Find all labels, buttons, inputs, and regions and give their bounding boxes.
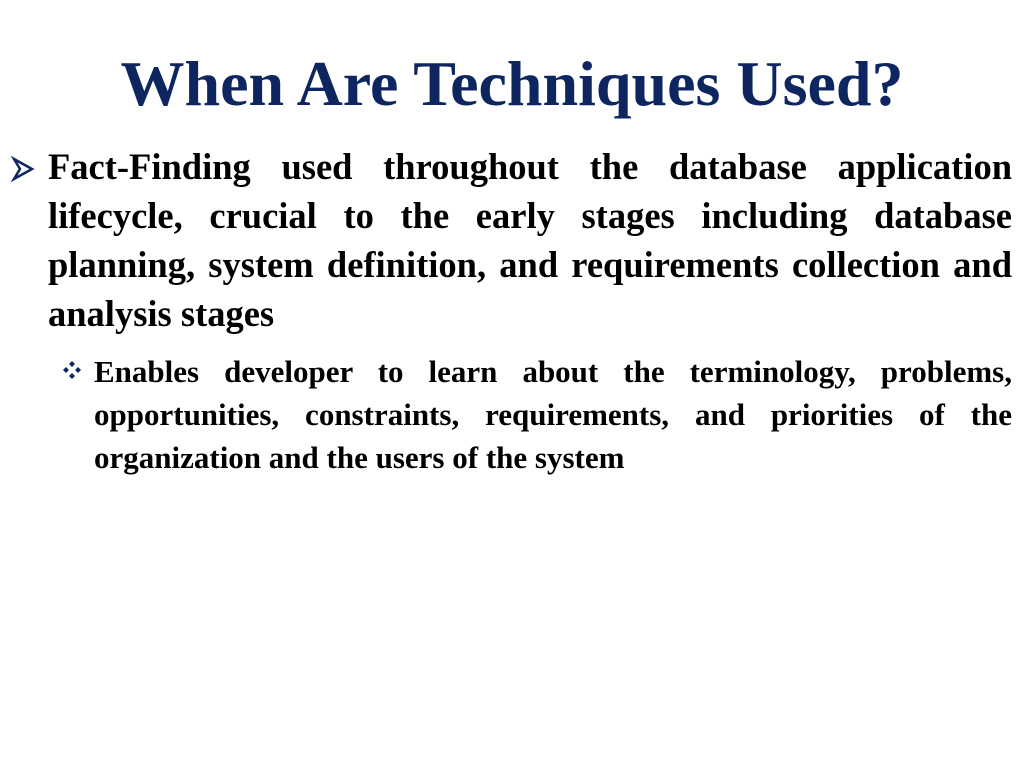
bullet-text: Fact-Finding used throughout the database application lifecycle, crucial to the early stages including database planning, system definition, and requirements collection and analysis stages: [48, 146, 1012, 334]
slide-title: When Are Techniques Used?: [120, 48, 904, 119]
arrowhead-bullet-icon: [10, 156, 36, 182]
diamond-bullet-icon: [62, 360, 82, 380]
sub-bullet-text: Enables developer to learn about the terminology, problems, opportunities, constraints, requirements, and priorities of the organization and the users of the system: [94, 354, 1012, 475]
